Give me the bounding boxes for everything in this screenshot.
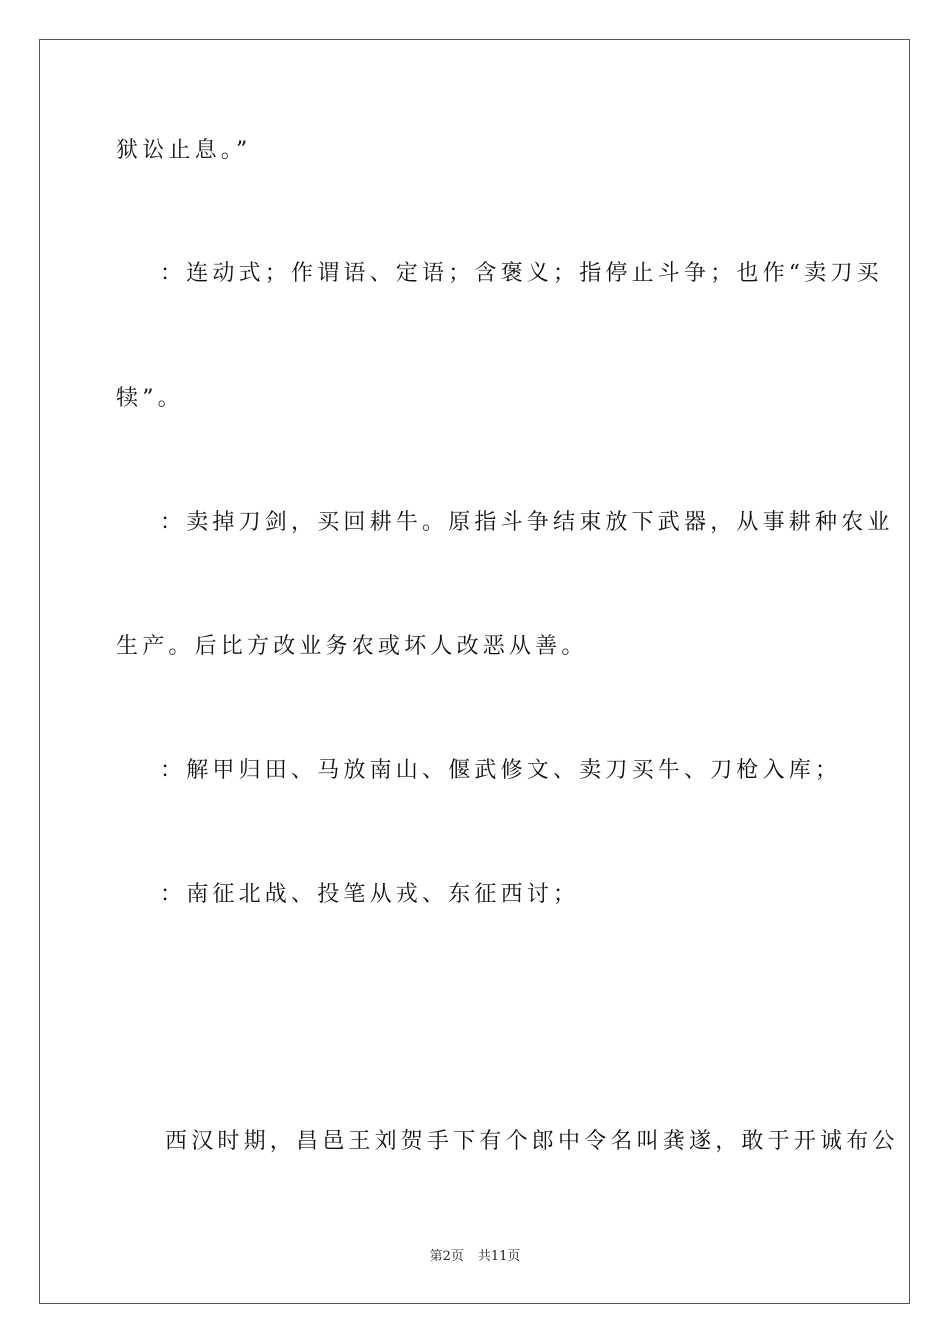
text-line-2: ：连动式；作谓语、定语；含褒义；指停止斗争；也作“卖刀买 [160, 261, 883, 286]
text-line-6: ：解甲归田、马放南山、偃武修文、卖刀买牛、刀枪入库； [160, 758, 842, 783]
page-border [39, 39, 910, 1304]
text-line-4: ：卖掉刀剑，买回耕牛。原指斗争结束放下武器，从事耕种农业 [160, 510, 894, 535]
page-footer [0, 1248, 950, 1266]
text-line-3: 犊”。 [116, 386, 184, 411]
text-line-8: 西汉时期，昌邑王刘贺手下有个郎中令名叫龚遂，敢于开诚布公 [165, 1129, 899, 1154]
text-line-7: ：南征北战、投笔从戎、东征西讨； [160, 882, 580, 907]
page-number-total: 共11页 [477, 1249, 521, 1264]
text-line-1: 狱讼止息。” [116, 138, 252, 163]
text-line-5: 生产。后比方改业务农或坏人改恶从善。 [116, 634, 588, 659]
page-number-current: 第2页 [429, 1249, 464, 1264]
